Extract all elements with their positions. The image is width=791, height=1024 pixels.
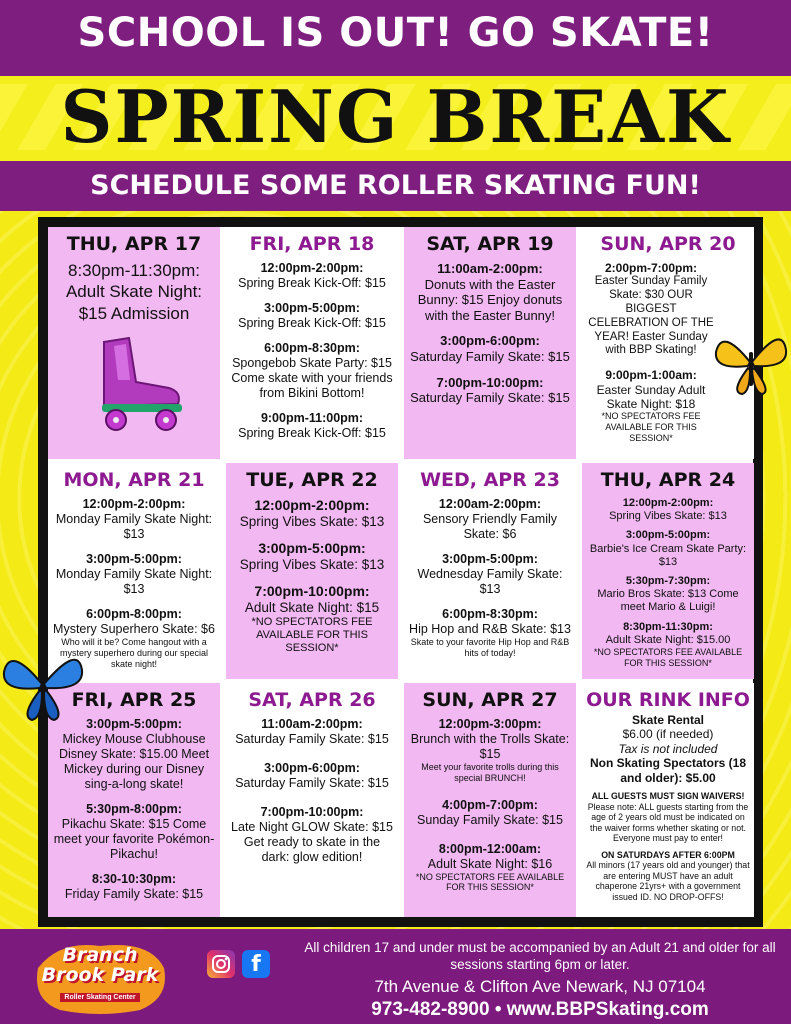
day-cell-thu-apr-17 (48, 227, 220, 459)
event-time: 3:00pm-5:00pm: (264, 301, 360, 315)
event-time: 12:00pm-2:00pm: (254, 497, 370, 513)
day-title: MON, APR 21 (63, 469, 205, 491)
day-title: WED, APR 23 (420, 469, 560, 491)
event-desc: Pikachu Skate: $15 Come meet your favorite Pokémon- Pikachu! (53, 817, 215, 861)
event-desc: Spring Break Kick-Off: $15 (238, 316, 386, 330)
event-desc: Wednesday Family Skate: $13 (417, 567, 563, 596)
event-time: 12:00pm-2:00pm: (260, 261, 364, 275)
headline-spring-break: SPRING BREAK (60, 74, 731, 159)
event-time: 6:00pm-8:00pm: (86, 607, 182, 621)
event-desc: Saturday Family Skate: $15 (410, 390, 570, 406)
schedule-grid (38, 217, 763, 927)
day-title: THU, APR 24 (600, 469, 736, 491)
footer-address: 7th Avenue & Clifton Ave Newark, NJ 07104 (374, 976, 706, 996)
event-desc: Hip Hop and R&B Skate: $13 (409, 622, 571, 636)
event-time: 3:00pm-5:00pm: (442, 552, 538, 566)
event-desc: Saturday Family Skate: $15 (410, 348, 570, 364)
event-desc: Adult Skate Night: $15.00 (605, 633, 731, 646)
facebook-icon[interactable]: f (242, 950, 270, 978)
event-note: Skate to your favorite Hip Hop and R&B hits of today! (410, 637, 570, 658)
event-desc: Spring Vibes Skate: $13 (239, 513, 385, 529)
event-time: 3:00pm-6:00pm: (440, 333, 540, 349)
event-time: 11:00am-2:00pm: (437, 261, 543, 276)
event-desc: Spring Vibes Skate: $13 (609, 510, 727, 523)
instagram-icon[interactable] (207, 950, 235, 978)
logo-line1: Branch (62, 944, 138, 966)
event-desc: Saturday Family Skate: $15 (235, 732, 389, 746)
day-cell-sat-apr-26 (226, 683, 398, 917)
event-time: 12:00pm-2:00pm: (82, 497, 186, 511)
event-time: 8:00pm-12:00am: (438, 841, 542, 856)
butterfly-icon (0, 640, 85, 725)
event-desc: Friday Family Skate: $15 (64, 887, 204, 901)
event-time: 11:00am-2:00pm: (261, 717, 363, 731)
footer (300, 940, 780, 1021)
event-desc: Adult Skate Night: $16 (427, 856, 553, 871)
event-time: 7:00pm-10:00pm: (260, 805, 364, 819)
event-time: 6:00pm-8:30pm: (264, 341, 360, 355)
event-time: 12:00am-2:00pm: (438, 497, 542, 511)
event-desc: Late Night GLOW Skate: $15 Get ready to skate in the dark: glow edition! (231, 820, 393, 864)
event-desc: Monday Family Skate Night: $13 (55, 512, 213, 541)
footer-contact: 973-482-8900 • www.BBPSkating.com (371, 998, 709, 1020)
roller-skate-icon (74, 332, 194, 432)
event-time: 7:00pm-10:00pm: (254, 582, 370, 599)
day-title: SAT, APR 26 (248, 689, 376, 711)
event-note: *NO SPECTATORS FEE AVAILABLE FOR THIS SESSION* (601, 411, 701, 443)
event-time: 5:30pm-7:30pm: (625, 574, 711, 587)
headline-schedule: SCHEDULE SOME ROLLER SKATING FUN! (90, 170, 701, 201)
event-desc: Barbie's Ice Cream Skate Party: $13 (589, 542, 747, 568)
event-note: *NO SPECTATORS FEE AVAILABLE FOR THIS SESSION* (415, 871, 565, 893)
event-time: 7:00pm-10:00pm: (436, 374, 544, 390)
rental-label: Skate Rental (631, 713, 705, 727)
logo-line3: Roller Skating Center (60, 993, 139, 1002)
rink-info-cell (582, 683, 754, 917)
event-desc: Adult Skate Night: $15 (244, 599, 380, 615)
event-time: 3:00pm-5:00pm: (86, 552, 182, 566)
event-time: 4:00pm-7:00pm: (442, 797, 538, 812)
waiver-title: ALL GUESTS MUST SIGN WAIVERS! (591, 790, 745, 801)
event-desc: Mario Bros Skate: $13 Come meet Mario & Luigi! (597, 588, 739, 614)
event-desc: Saturday Family Skate: $15 (235, 776, 389, 790)
day-cell-wed-apr-23 (404, 463, 576, 679)
event-desc: Mystery Superhero Skate: $6 (53, 622, 215, 636)
butterfly-icon (712, 322, 790, 400)
event-desc: Spring Vibes Skate: $13 (239, 556, 385, 572)
event-desc: Easter Sunday Adult Skate Night: $18 (596, 382, 706, 411)
event-time: 8:30-10:30pm: (91, 872, 177, 886)
event-desc: Spring Break Kick-Off: $15 (238, 276, 386, 290)
event-time: 12:00pm-2:00pm: (622, 497, 714, 509)
event-desc: Adult Skate Night: $15 Admission (65, 282, 203, 323)
day-cell-fri-apr-18 (226, 227, 398, 459)
event-note: *NO SPECTATORS FEE AVAILABLE FOR THIS SESSION* (251, 615, 373, 655)
event-desc: Spring Break Kick-Off: $15 (238, 426, 386, 440)
event-time: 9:00pm-1:00am: (605, 368, 697, 383)
event-time: 12:00pm-3:00pm: (438, 717, 542, 731)
event-time: 6:00pm-8:30pm: (442, 607, 538, 621)
footer-notice: All children 17 and under must be accompanied by an Adult 21 and older for all sessions starting 6pm or later. (304, 940, 776, 972)
waiver-text: Please note: ALL guests starting from the age of 2 years old must be indicated on the waiver forms whether skating or not. Everyone must pay to enter! (587, 801, 749, 844)
day-title: SUN, APR 20 (600, 233, 736, 255)
event-desc: Donuts with the Easter Bunny: $15 Enjoy donuts with the Easter Bunny! (417, 276, 563, 323)
day-title: SUN, APR 27 (422, 689, 558, 711)
event-time: 5:30pm-8:00pm: (86, 802, 182, 816)
event-desc: Sensory Friendly Family Skate: $6 (422, 512, 558, 541)
event-note: Who will it be? Come hangout with a mystery superhero during our special skate night! (59, 637, 209, 669)
event-desc: Brunch with the Trolls Skate: $15 (410, 732, 570, 761)
logo-line2: Brook Park (41, 963, 159, 986)
day-cell-sun-apr-27 (404, 683, 576, 917)
day-title: THU, APR 17 (66, 233, 202, 255)
rink-info-title: OUR RINK INFO (586, 689, 750, 711)
event-note: *NO SPECTATORS FEE AVAILABLE FOR THIS SESSION* (593, 646, 743, 668)
event-desc: Easter Sunday Family Skate: $30 OUR BIGGEST CELEBRATION OF THE YEAR! Easter Sunday with BBP Skating! (588, 275, 714, 357)
day-cell-sat-apr-19 (404, 227, 576, 459)
event-time: 8:30pm-11:30pm: (68, 261, 200, 280)
saturday-text: All minors (17 years old and younger) that are entering MUST have an adult chaperone 21yrs+ with a government issued ID. NO DROP-OFFS! (586, 860, 750, 902)
day-title: FRI, APR 25 (71, 689, 197, 711)
event-desc: Spongebob Skate Party: $15 Come skate with your friends from Bikini Bottom! (231, 356, 393, 400)
headline-school-out: SCHOOL IS OUT! GO SKATE! (77, 10, 714, 56)
event-note: Meet your favorite trolls during this special BRUNCH! (421, 762, 559, 783)
day-cell-thu-apr-24 (582, 463, 754, 679)
day-title: FRI, APR 18 (249, 233, 375, 255)
saturday-title: ON SATURDAYS AFTER 6:00PM (601, 849, 735, 860)
tax-note: Tax is not included (618, 741, 718, 756)
spectators-label: Non Skating Spectators (18 and older): $5.00 (589, 756, 747, 785)
day-title: TUE, APR 22 (246, 469, 378, 491)
logo (30, 946, 170, 1004)
event-time: 8:30pm-11:30pm: (623, 620, 713, 633)
event-desc: Sunday Family Skate: $15 (417, 812, 563, 827)
event-time: 9:00pm-11:00pm: (260, 411, 364, 425)
day-cell-tue-apr-22 (226, 463, 398, 679)
event-time: 3:00pm-5:00pm: (258, 539, 366, 556)
rental-price: $6.00 (if needed) (622, 727, 714, 742)
event-time: 2:00pm-7:00pm: (604, 261, 698, 275)
event-time: 3:00pm-6:00pm: (264, 761, 360, 775)
event-time: 3:00pm-5:00pm: (86, 717, 182, 731)
event-desc: Mickey Mouse Clubhouse Disney Skate: $15.00 Meet Mickey during our Disney sing-a-long skate! (58, 732, 210, 791)
event-desc: Monday Family Skate Night: $13 (55, 567, 213, 596)
day-title: SAT, APR 19 (426, 233, 554, 255)
event-time: 3:00pm-5:00pm: (625, 529, 711, 542)
